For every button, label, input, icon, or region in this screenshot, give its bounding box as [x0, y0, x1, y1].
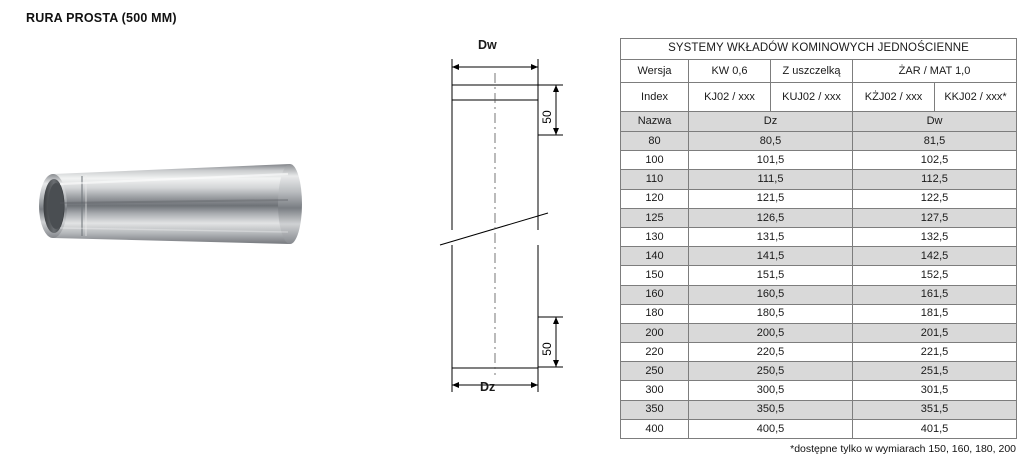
index-kzj: KŻJ02 / xxx — [853, 83, 935, 112]
table-footnote: *dostępne tylko w wymiarach 150, 160, 180, 200 — [790, 443, 1016, 455]
spec-table-wrap — [620, 38, 1016, 455]
cell-nazwa: 150 — [621, 266, 689, 285]
dim-bottom-value: 50 — [540, 342, 554, 356]
version-kw: KW 0,6 — [689, 60, 771, 83]
cell-nazwa: 160 — [621, 285, 689, 304]
spec-table — [620, 38, 1017, 439]
cell-nazwa: 200 — [621, 323, 689, 342]
cell-dz: 220,5 — [689, 343, 853, 362]
cell-dz: 141,5 — [689, 247, 853, 266]
cell-dz: 80,5 — [689, 132, 853, 151]
pipe-illustration — [20, 140, 310, 270]
cell-nazwa: 125 — [621, 208, 689, 227]
cell-dw: 122,5 — [853, 189, 1017, 208]
table-title: SYSTEMY WKŁADÓW KOMINOWYCH JEDNOŚCIENNE — [621, 39, 1017, 60]
table-row-index — [621, 83, 1017, 112]
cell-dw: 251,5 — [853, 362, 1017, 381]
cell-nazwa: 110 — [621, 170, 689, 189]
nazwa-dz: Dz — [689, 112, 853, 132]
cell-dz: 200,5 — [689, 323, 853, 342]
cell-dw: 201,5 — [853, 323, 1017, 342]
cell-dw: 81,5 — [853, 132, 1017, 151]
cell-dw: 112,5 — [853, 170, 1017, 189]
version-zar: ŻAR / MAT 1,0 — [853, 60, 1017, 83]
version-gasket: Z uszczelką — [771, 60, 853, 83]
cell-dz: 131,5 — [689, 227, 853, 246]
nazwa-dw: Dw — [853, 112, 1017, 132]
cell-dz: 160,5 — [689, 285, 853, 304]
table-row — [621, 266, 1017, 285]
table-body — [621, 132, 1017, 439]
dim-top-value: 50 — [540, 110, 554, 124]
table-row — [621, 132, 1017, 151]
cell-nazwa: 300 — [621, 381, 689, 400]
table-row — [621, 381, 1017, 400]
drawing-label-dw: Dw — [478, 38, 497, 52]
cell-dw: 102,5 — [853, 151, 1017, 170]
cell-dz: 350,5 — [689, 400, 853, 419]
table-row — [621, 343, 1017, 362]
product-photo — [20, 140, 310, 270]
index-label: Index — [621, 83, 689, 112]
technical-drawing — [420, 38, 600, 405]
page-title: RURA PROSTA (500 MM) — [26, 11, 177, 25]
cell-nazwa: 80 — [621, 132, 689, 151]
drawing-label-dz: Dz — [480, 380, 496, 394]
cell-dw: 401,5 — [853, 419, 1017, 438]
table-row — [621, 400, 1017, 419]
cell-nazwa: 350 — [621, 400, 689, 419]
cell-dw: 132,5 — [853, 227, 1017, 246]
cell-dw: 142,5 — [853, 247, 1017, 266]
cell-nazwa: 130 — [621, 227, 689, 246]
table-row — [621, 170, 1017, 189]
cell-nazwa: 120 — [621, 189, 689, 208]
table-row — [621, 189, 1017, 208]
index-kkj: KKJ02 / xxx* — [935, 83, 1017, 112]
table-row — [621, 285, 1017, 304]
cell-dw: 301,5 — [853, 381, 1017, 400]
table-row-version — [621, 60, 1017, 83]
cell-dz: 151,5 — [689, 266, 853, 285]
cell-nazwa: 180 — [621, 304, 689, 323]
cell-dw: 161,5 — [853, 285, 1017, 304]
version-label: Wersja — [621, 60, 689, 83]
table-row — [621, 419, 1017, 438]
cell-dz: 400,5 — [689, 419, 853, 438]
cell-nazwa: 250 — [621, 362, 689, 381]
cell-dz: 111,5 — [689, 170, 853, 189]
cell-dz: 180,5 — [689, 304, 853, 323]
nazwa-label: Nazwa — [621, 112, 689, 132]
cell-nazwa: 100 — [621, 151, 689, 170]
index-kuj: KUJ02 / xxx — [771, 83, 853, 112]
cell-nazwa: 400 — [621, 419, 689, 438]
table-row — [621, 151, 1017, 170]
cell-dz: 250,5 — [689, 362, 853, 381]
cell-nazwa: 220 — [621, 343, 689, 362]
index-kj: KJ02 / xxx — [689, 83, 771, 112]
table-row-nazwa — [621, 112, 1017, 132]
cell-dw: 351,5 — [853, 400, 1017, 419]
drawing-svg — [420, 45, 600, 405]
cell-dz: 101,5 — [689, 151, 853, 170]
table-row — [621, 323, 1017, 342]
table-row — [621, 208, 1017, 227]
cell-dw: 221,5 — [853, 343, 1017, 362]
cell-dz: 300,5 — [689, 381, 853, 400]
table-row — [621, 247, 1017, 266]
cell-dw: 127,5 — [853, 208, 1017, 227]
cell-dw: 181,5 — [853, 304, 1017, 323]
table-row — [621, 304, 1017, 323]
cell-dz: 126,5 — [689, 208, 853, 227]
cell-dw: 152,5 — [853, 266, 1017, 285]
table-row — [621, 362, 1017, 381]
cell-nazwa: 140 — [621, 247, 689, 266]
table-title-row — [621, 39, 1017, 60]
cell-dz: 121,5 — [689, 189, 853, 208]
table-row — [621, 227, 1017, 246]
